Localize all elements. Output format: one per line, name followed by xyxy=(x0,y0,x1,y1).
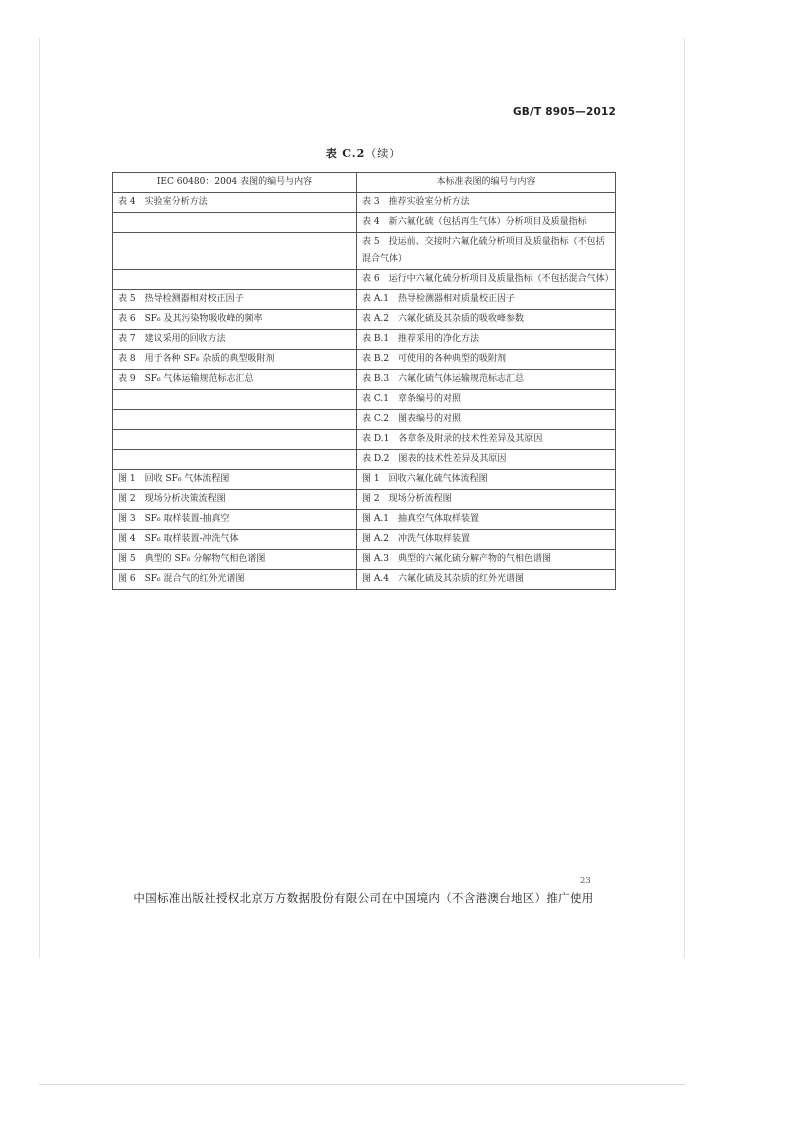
table-row xyxy=(113,290,616,310)
standard-cell: 表 B.1 推荐采用的净化方法 xyxy=(357,330,616,350)
iec-cell: 表 5 热导检测器相对校正因子 xyxy=(113,290,357,310)
table-row xyxy=(113,390,616,410)
iec-cell xyxy=(113,233,357,270)
standard-cell: 表 C.1 章条编号的对照 xyxy=(357,390,616,410)
footer-license-notice: 中国标准出版社授权北京万方数据股份有限公司在中国境内（不含港澳台地区）推广使用 xyxy=(133,891,594,905)
page-right-edge xyxy=(684,38,685,958)
page-number: 23 xyxy=(580,876,591,886)
column-header-standard: 本标准表图的编号与内容 xyxy=(357,173,616,193)
table-row xyxy=(113,530,616,550)
table-row xyxy=(113,570,616,590)
standard-cell: 图 2 现场分析流程图 xyxy=(357,490,616,510)
iec-cell xyxy=(113,430,357,450)
column-header-iec: IEC 60480：2004 表图的编号与内容 xyxy=(113,173,357,193)
table-row xyxy=(113,370,616,390)
standard-cell: 表 4 新六氟化硫（包括再生气体）分析项目及质量指标 xyxy=(357,213,616,233)
iec-cell: 表 6 SF₆ 及其污染物吸收峰的频率 xyxy=(113,310,357,330)
standard-cell: 图 1 回收六氟化硫气体流程图 xyxy=(357,470,616,490)
iec-cell: 图 4 SF₆ 取样装置-冲洗气体 xyxy=(113,530,357,550)
iec-cell xyxy=(113,270,357,290)
table-row xyxy=(113,410,616,430)
table-caption xyxy=(112,145,615,161)
iec-cell xyxy=(113,213,357,233)
standard-cell: 表 A.1 热导检测器相对质量校正因子 xyxy=(357,290,616,310)
standard-cell: 表 3 推荐实验室分析方法 xyxy=(357,193,616,213)
standard-cell: 表 5 投运前、交接时六氟化硫分析项目及质量指标（不包括混合气体） xyxy=(357,233,616,270)
iec-cell: 表 8 用于各种 SF₆ 杂质的典型吸附剂 xyxy=(113,350,357,370)
caption-number: C.2 xyxy=(342,147,366,160)
standard-cell: 表 D.1 各章条及附录的技术性差异及其原因 xyxy=(357,430,616,450)
table-row xyxy=(113,270,616,290)
standard-cell: 图 A.4 六氟化硫及其杂质的红外光谱图 xyxy=(357,570,616,590)
table-row xyxy=(113,193,616,213)
correspondence-table xyxy=(112,172,616,590)
caption-suffix: （续） xyxy=(365,147,402,160)
standard-code: GB/T 8905—2012 xyxy=(512,106,616,118)
table-row xyxy=(113,450,616,470)
iec-cell: 图 6 SF₆ 混合气的红外光谱图 xyxy=(113,570,357,590)
table-row xyxy=(113,550,616,570)
iec-cell xyxy=(113,390,357,410)
table-row xyxy=(113,233,616,270)
table-header-row xyxy=(113,173,616,193)
standard-cell: 图 A.1 抽真空气体取样装置 xyxy=(357,510,616,530)
standard-cell: 表 B.2 可使用的各种典型的吸附剂 xyxy=(357,350,616,370)
standard-cell: 图 A.2 冲洗气体取样装置 xyxy=(357,530,616,550)
table-row xyxy=(113,490,616,510)
standard-cell: 图 A.3 典型的六氟化硫分解产物的气相色谱图 xyxy=(357,550,616,570)
iec-cell: 表 4 实验室分析方法 xyxy=(113,193,357,213)
standard-cell: 表 6 运行中六氟化硫分析项目及质量指标（不包括混合气体） xyxy=(357,270,616,290)
table-row xyxy=(113,430,616,450)
table-row xyxy=(113,470,616,490)
standard-cell: 表 C.2 图表编号的对照 xyxy=(357,410,616,430)
iec-cell: 表 7 建议采用的回收方法 xyxy=(113,330,357,350)
iec-cell xyxy=(113,410,357,430)
standard-cell: 表 A.2 六氟化硫及其杂质的吸收峰参数 xyxy=(357,310,616,330)
lower-page-divider xyxy=(39,1084,685,1085)
iec-cell: 图 5 典型的 SF₆ 分解物气相色谱图 xyxy=(113,550,357,570)
table-row xyxy=(113,350,616,370)
table-row xyxy=(113,213,616,233)
standard-cell: 表 D.2 图表的技术性差异及其原因 xyxy=(357,450,616,470)
iec-cell: 图 2 现场分析决策流程图 xyxy=(113,490,357,510)
standard-cell: 表 B.3 六氟化硫气体运输规范标志汇总 xyxy=(357,370,616,390)
table-row xyxy=(113,310,616,330)
table-row xyxy=(113,510,616,530)
iec-cell: 图 1 回收 SF₆ 气体流程图 xyxy=(113,470,357,490)
iec-cell: 图 3 SF₆ 取样装置-抽真空 xyxy=(113,510,357,530)
table-row xyxy=(113,330,616,350)
iec-cell: 表 9 SF₆ 气体运输规范标志汇总 xyxy=(113,370,357,390)
iec-cell xyxy=(113,450,357,470)
caption-prefix: 表 xyxy=(325,147,338,160)
page-left-edge xyxy=(39,38,40,958)
